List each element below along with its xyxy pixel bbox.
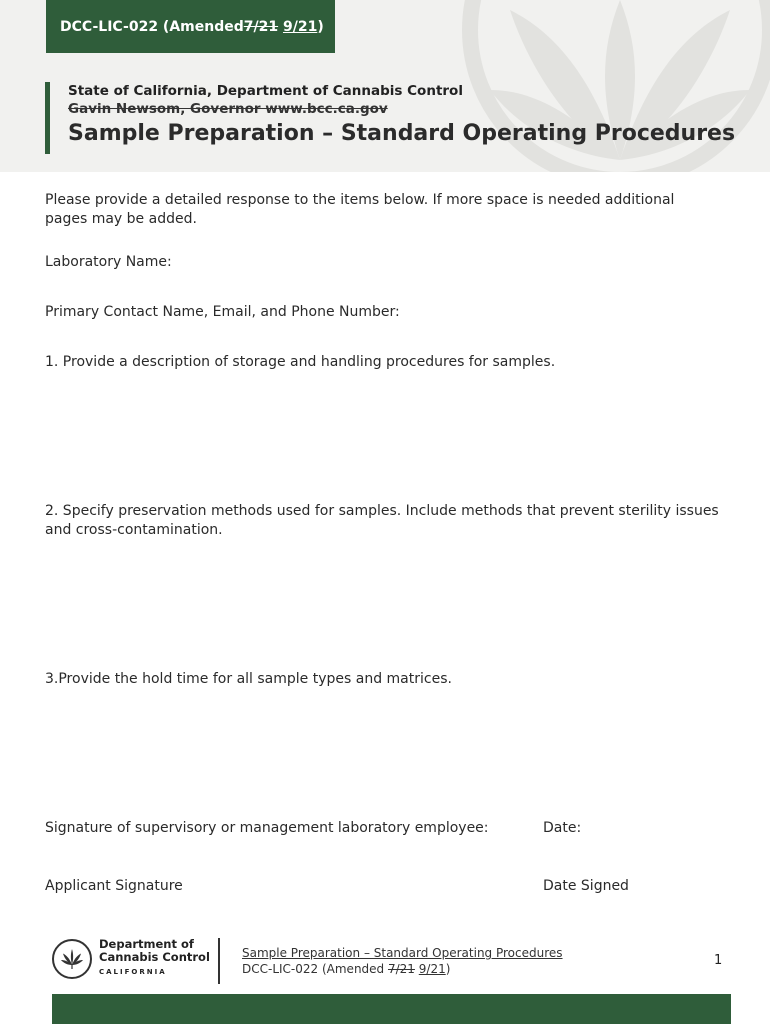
form-code-prefix: DCC-LIC-022 (Amended	[60, 18, 244, 35]
logo-line-3: CALIFORNIA	[99, 968, 167, 976]
question-3: 3.Provide the hold time for all sample types and matrices.	[45, 671, 452, 687]
governor-line: Gavin Newsom, Governor www.bcc.ca.gov	[68, 101, 388, 117]
footer-code-prefix: DCC-LIC-022 (Amended	[242, 962, 388, 976]
supervisory-signature-label: Signature of supervisory or management laboratory employee:	[45, 820, 489, 836]
page-title: Sample Preparation – Standard Operating Procedures	[68, 121, 736, 146]
applicant-signature-label: Applicant Signature	[45, 878, 183, 894]
title-block	[45, 82, 735, 154]
footer-doc-code	[242, 961, 563, 977]
footer-bar	[52, 994, 731, 1024]
footer-doc-info	[242, 945, 563, 977]
page-number: 1	[714, 953, 723, 968]
footer-code-suffix: )	[445, 962, 451, 976]
cannabis-leaf-icon	[52, 939, 92, 979]
footer-code-new-date: 9/21	[418, 962, 446, 976]
footer-doc-title: Sample Preparation – Standard Operating Procedures	[242, 946, 563, 960]
question-2: 2. Specify preservation methods used for samples. Include methods that prevent sterility issues and cross-contamination.	[45, 503, 719, 538]
form-code-suffix: )	[317, 18, 324, 35]
footer-code-old-date: 7/21	[387, 962, 415, 976]
date-label: Date:	[543, 820, 582, 836]
question-1: 1. Provide a description of storage and handling procedures for samples.	[45, 354, 556, 370]
logo-line-1: Department of	[99, 937, 194, 951]
footer-logo	[52, 938, 210, 979]
agency-name: State of California, Department of Cannabis Control	[68, 83, 463, 99]
primary-contact-label: Primary Contact Name, Email, and Phone Number:	[45, 304, 400, 320]
laboratory-name-label: Laboratory Name:	[45, 254, 172, 270]
date-signed-label: Date Signed	[543, 878, 629, 894]
form-code-tab	[46, 0, 335, 53]
logo-line-2: Cannabis Control	[99, 950, 210, 964]
footer-divider	[218, 938, 220, 984]
form-code-old-date: 7/21	[243, 18, 279, 35]
intro-text: Please provide a detailed response to the items below. If more space is needed additional pages may be added.	[45, 192, 675, 227]
form-code-new-date: 9/21	[282, 18, 318, 35]
